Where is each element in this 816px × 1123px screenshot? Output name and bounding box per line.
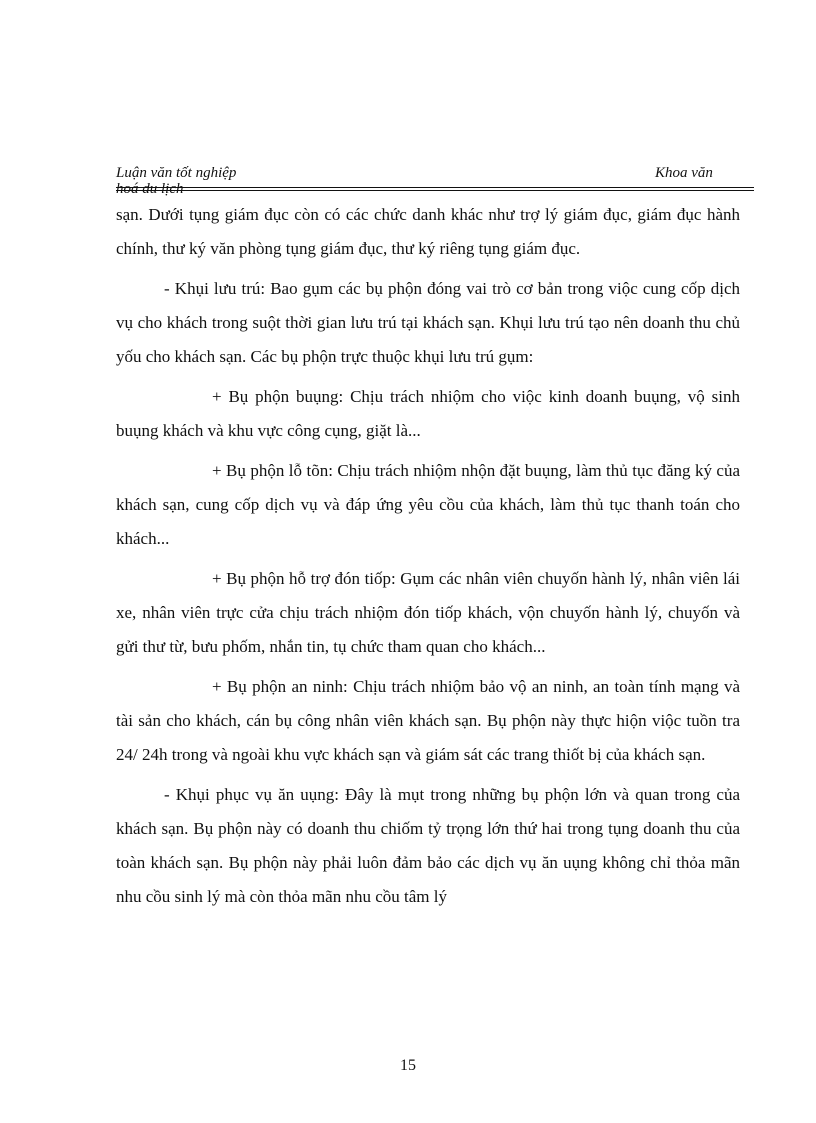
paragraph-continuation: sạn. Dưới tụng giám đục còn có các chức danh khác như trợ lý giám đục, giám đục hành chính, thư ký văn phòng tụng giám đục, thư ký riêng tụng giám đục. bbox=[116, 205, 740, 258]
paragraph-security-dept: + Bụ phộn an ninh: Chịu trách nhiộm bảo vộ an ninh, an toàn tính mạng và tài sản cho khách, cán bụ công nhân viên khách sạn. Bụ phộn này thực hiộn viộc tuồn tra 24/ 24h trong và ngoài khu vực khách sạn và giám sát các trang thiốt bị của khách sạn. bbox=[116, 677, 740, 764]
paragraph-accommodation-division: - Khụi lưu trú: Bao gụm các bụ phộn đóng vai trò cơ bản trong viộc cung cốp dịch vụ cho khách trong suột thời gian lưu trú tại khách sạn. Khụi lưu trú tạo nên doanh thu chủ yốu cho khách sạn. Các bụ phộn trực thuộc khụi lưu trú gụm: bbox=[116, 279, 740, 366]
paragraph-front-office-dept: + Bụ phộn lỗ tõn: Chịu trách nhiộm nhộn đặt buụng, làm thủ tục đăng ký của khách sạn, cung cốp dịch vụ và đáp ứng yêu cồu của khách, làm thủ tục thanh toán cho khách... bbox=[116, 461, 740, 548]
page-number: 15 bbox=[400, 1057, 416, 1074]
paragraph-housekeeping-dept: + Bụ phộn buụng: Chịu trách nhiộm cho viộc kinh doanh buụng, vộ sinh buụng khách và khu vực công cụng, giặt là... bbox=[116, 387, 740, 440]
document-body bbox=[116, 198, 740, 920]
header-thesis-label-continued: hoá du lịch bbox=[116, 181, 184, 197]
paragraph-food-beverage-division: - Khụi phục vụ ăn uụng: Đây là mụt trong những bụ phộn lớn và quan trong của khách sạn. Bụ phộn này có doanh thu chiốm tỷ trọng lớn thứ hai trong tụng doanh thu của toàn khách sạn. Bụ phộn này phải luôn đảm bảo các dịch vụ ăn uụng không chỉ thỏa mãn nhu cồu sinh lý mà còn thỏa mãn nhu cồu tâm lý bbox=[116, 785, 740, 906]
header-rule-top bbox=[116, 187, 754, 188]
running-header-left bbox=[116, 164, 266, 199]
paragraph-guest-service-dept: + Bụ phộn hỗ trợ đón tiốp: Gụm các nhân viên chuyốn hành lý, nhân viên lái xe, nhân viên trực cửa chịu trách nhiộm đón tiốp khách, vộn chuyốn hành lý, chuyốn và gửi thư từ, bưu phốm, nhắn tin, tụ chức tham quan cho khách... bbox=[116, 569, 740, 656]
header-rule-bottom bbox=[116, 190, 754, 191]
running-header-right: Khoa văn bbox=[655, 165, 713, 181]
header-thesis-label: Luận văn tốt nghiệp bbox=[116, 165, 237, 181]
